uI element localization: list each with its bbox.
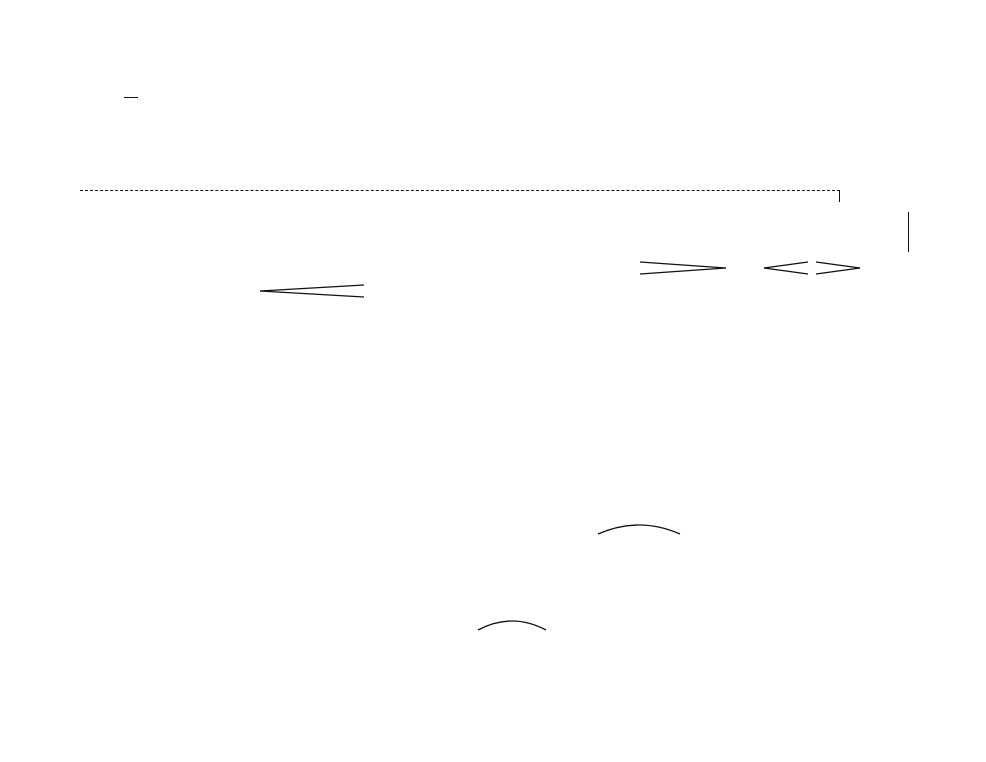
final-barline — [908, 212, 909, 252]
octave-line-end — [839, 190, 840, 202]
crescendo-hairpin-sf — [256, 283, 366, 299]
tie-row-3 — [594, 518, 684, 538]
cresc-decresc-hairpin — [760, 260, 864, 276]
tie-row-4 — [474, 614, 550, 634]
time-signature — [124, 96, 138, 99]
time-signature-bar — [124, 97, 138, 98]
decrescendo-hairpin — [638, 260, 728, 276]
octave-dashed-line — [80, 190, 840, 191]
